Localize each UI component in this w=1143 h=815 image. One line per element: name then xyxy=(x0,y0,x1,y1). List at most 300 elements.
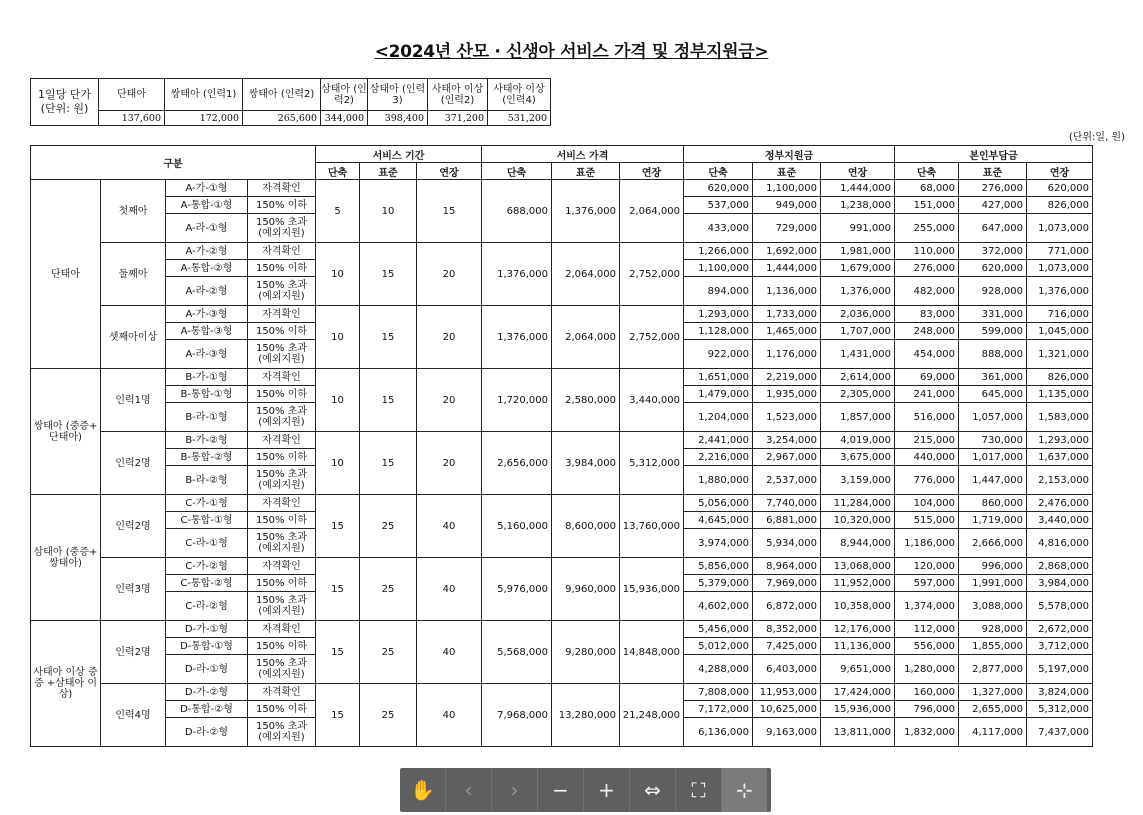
type-code: A-통합-③형 xyxy=(166,323,248,340)
condition: 150% 초과 (예외지원) xyxy=(248,403,316,432)
subcategory-name: 셋째아이상 xyxy=(101,306,166,369)
self-payment: 1,832,000 xyxy=(895,718,959,747)
gov-subsidy: 8,352,000 xyxy=(753,621,821,638)
daily-price-value: 265,600 xyxy=(243,111,321,126)
table-row xyxy=(31,180,1093,197)
category-name: 사태아 이상 중증 +삼태아 이상) xyxy=(31,621,101,747)
condition: 150% 초과 (예외지원) xyxy=(248,592,316,621)
gov-subsidy: 6,881,000 xyxy=(753,512,821,529)
self-payment: 3,088,000 xyxy=(959,592,1027,621)
self-payment: 248,000 xyxy=(895,323,959,340)
zoom-out-button[interactable] xyxy=(538,768,584,812)
condition: 150% 이하 xyxy=(248,512,316,529)
service-period: 10 xyxy=(316,369,360,432)
self-payment: 2,877,000 xyxy=(959,655,1027,684)
gov-subsidy: 433,000 xyxy=(684,214,753,243)
type-code: D-통합-①형 xyxy=(166,638,248,655)
service-price: 2,064,000 xyxy=(552,243,620,306)
service-period: 15 xyxy=(417,180,482,243)
header-group: 본인부담금 xyxy=(895,146,1093,163)
gov-subsidy: 5,056,000 xyxy=(684,495,753,512)
condition: 자격확인 xyxy=(248,369,316,386)
fullscreen-icon: ⛶ xyxy=(691,778,706,802)
table-row xyxy=(31,558,1093,575)
self-payment: 1,583,000 xyxy=(1027,403,1093,432)
gov-subsidy: 3,675,000 xyxy=(821,449,895,466)
condition: 자격확인 xyxy=(248,432,316,449)
gov-subsidy: 2,441,000 xyxy=(684,432,753,449)
header-sub: 표준 xyxy=(959,163,1027,180)
service-price: 13,280,000 xyxy=(552,684,620,747)
service-period: 15 xyxy=(316,558,360,621)
gov-subsidy: 1,692,000 xyxy=(753,243,821,260)
condition: 150% 이하 xyxy=(248,260,316,277)
gov-subsidy: 10,320,000 xyxy=(821,512,895,529)
gov-subsidy: 1,981,000 xyxy=(821,243,895,260)
gov-subsidy: 5,856,000 xyxy=(684,558,753,575)
self-payment: 1,057,000 xyxy=(959,403,1027,432)
self-payment: 597,000 xyxy=(895,575,959,592)
gov-subsidy: 2,216,000 xyxy=(684,449,753,466)
daily-price-header-row xyxy=(31,79,551,111)
header-sub: 표준 xyxy=(360,163,417,180)
service-price: 15,936,000 xyxy=(620,558,684,621)
service-price: 2,064,000 xyxy=(620,180,684,243)
service-period: 20 xyxy=(417,432,482,495)
self-payment: 826,000 xyxy=(1027,369,1093,386)
gov-subsidy: 1,707,000 xyxy=(821,323,895,340)
header-sub: 단축 xyxy=(684,163,753,180)
self-payment: 276,000 xyxy=(959,180,1027,197)
service-price: 5,160,000 xyxy=(482,495,552,558)
header-group: 서비스 기간 xyxy=(316,146,482,163)
hand-icon: ✋ xyxy=(410,778,435,802)
gov-subsidy: 1,204,000 xyxy=(684,403,753,432)
header-sub: 단축 xyxy=(482,163,552,180)
self-payment: 515,000 xyxy=(895,512,959,529)
self-payment: 160,000 xyxy=(895,684,959,701)
service-price: 7,968,000 xyxy=(482,684,552,747)
type-code: A-라-①형 xyxy=(166,214,248,243)
gov-subsidy: 2,036,000 xyxy=(821,306,895,323)
self-payment: 776,000 xyxy=(895,466,959,495)
self-payment: 1,073,000 xyxy=(1027,260,1093,277)
self-payment: 4,816,000 xyxy=(1027,529,1093,558)
type-code: A-라-③형 xyxy=(166,340,248,369)
daily-price-column-label: 쌍태아 (인력1) xyxy=(165,79,243,111)
self-payment: 2,666,000 xyxy=(959,529,1027,558)
condition: 150% 초과 (예외지원) xyxy=(248,466,316,495)
daily-price-value: 371,200 xyxy=(428,111,488,126)
self-payment: 151,000 xyxy=(895,197,959,214)
condition: 150% 초과 (예외지원) xyxy=(248,340,316,369)
fit-width-button[interactable] xyxy=(630,768,676,812)
self-payment: 888,000 xyxy=(959,340,1027,369)
type-code: A-가-①형 xyxy=(166,180,248,197)
service-period: 25 xyxy=(360,558,417,621)
service-price: 9,960,000 xyxy=(552,558,620,621)
service-period: 15 xyxy=(360,306,417,369)
self-payment: 1,637,000 xyxy=(1027,449,1093,466)
gov-subsidy: 2,614,000 xyxy=(821,369,895,386)
gov-subsidy: 10,358,000 xyxy=(821,592,895,621)
service-period: 20 xyxy=(417,369,482,432)
type-code: C-라-①형 xyxy=(166,529,248,558)
self-payment: 5,578,000 xyxy=(1027,592,1093,621)
table-row xyxy=(31,684,1093,701)
daily-price-column-label: 쌍태아 (인력2) xyxy=(243,79,321,111)
service-price: 5,568,000 xyxy=(482,621,552,684)
chevron-right-button[interactable] xyxy=(492,768,538,812)
gov-subsidy: 10,625,000 xyxy=(753,701,821,718)
self-payment: 2,476,000 xyxy=(1027,495,1093,512)
service-period: 10 xyxy=(316,306,360,369)
self-payment: 928,000 xyxy=(959,621,1027,638)
self-payment: 440,000 xyxy=(895,449,959,466)
service-price: 2,752,000 xyxy=(620,306,684,369)
service-price: 9,280,000 xyxy=(552,621,620,684)
service-price: 3,984,000 xyxy=(552,432,620,495)
service-price: 688,000 xyxy=(482,180,552,243)
service-period: 15 xyxy=(360,432,417,495)
type-code: B-라-②형 xyxy=(166,466,248,495)
condition: 자격확인 xyxy=(248,243,316,260)
category-name: 삼태아 (중증+ 쌍태아) xyxy=(31,495,101,621)
daily-price-column-label: 삼태아 (인력3) xyxy=(368,79,428,111)
type-code: D-가-①형 xyxy=(166,621,248,638)
condition: 150% 이하 xyxy=(248,197,316,214)
daily-price-value: 344,000 xyxy=(321,111,368,126)
condition: 150% 이하 xyxy=(248,701,316,718)
subcategory-name: 인력3명 xyxy=(101,558,166,621)
type-code: C-통합-②형 xyxy=(166,575,248,592)
self-payment: 1,719,000 xyxy=(959,512,1027,529)
service-price: 1,376,000 xyxy=(482,306,552,369)
type-code: C-가-①형 xyxy=(166,495,248,512)
type-code: B-통합-①형 xyxy=(166,386,248,403)
service-period: 15 xyxy=(316,684,360,747)
gov-subsidy: 7,969,000 xyxy=(753,575,821,592)
service-price: 5,976,000 xyxy=(482,558,552,621)
type-code: B-라-①형 xyxy=(166,403,248,432)
self-payment: 215,000 xyxy=(895,432,959,449)
self-payment: 620,000 xyxy=(1027,180,1093,197)
daily-price-value: 398,400 xyxy=(368,111,428,126)
type-code: A-가-②형 xyxy=(166,243,248,260)
type-code: C-통합-①형 xyxy=(166,512,248,529)
self-payment: 104,000 xyxy=(895,495,959,512)
chevron-left-button[interactable] xyxy=(446,768,492,812)
gov-subsidy: 7,808,000 xyxy=(684,684,753,701)
gov-subsidy: 7,425,000 xyxy=(753,638,821,655)
gov-subsidy: 1,465,000 xyxy=(753,323,821,340)
self-payment: 68,000 xyxy=(895,180,959,197)
type-code: C-라-②형 xyxy=(166,592,248,621)
type-code: D-가-②형 xyxy=(166,684,248,701)
gov-subsidy: 2,537,000 xyxy=(753,466,821,495)
gov-subsidy: 11,284,000 xyxy=(821,495,895,512)
zoom-out-icon: − xyxy=(552,778,569,802)
gov-subsidy: 7,172,000 xyxy=(684,701,753,718)
service-period: 40 xyxy=(417,684,482,747)
self-payment: 372,000 xyxy=(959,243,1027,260)
service-price: 8,600,000 xyxy=(552,495,620,558)
self-payment: 241,000 xyxy=(895,386,959,403)
type-code: C-가-②형 xyxy=(166,558,248,575)
subcategory-name: 인력4명 xyxy=(101,684,166,747)
self-payment: 1,186,000 xyxy=(895,529,959,558)
service-period: 40 xyxy=(417,558,482,621)
self-payment: 1,447,000 xyxy=(959,466,1027,495)
self-payment: 2,153,000 xyxy=(1027,466,1093,495)
service-period: 40 xyxy=(417,621,482,684)
condition: 자격확인 xyxy=(248,558,316,575)
daily-price-value-row xyxy=(31,111,551,126)
gov-subsidy: 1,376,000 xyxy=(821,277,895,306)
service-price: 2,580,000 xyxy=(552,369,620,432)
header-sub: 표준 xyxy=(552,163,620,180)
self-payment: 516,000 xyxy=(895,403,959,432)
service-period: 40 xyxy=(417,495,482,558)
gov-subsidy: 1,431,000 xyxy=(821,340,895,369)
condition: 150% 초과 (예외지원) xyxy=(248,529,316,558)
condition: 150% 이하 xyxy=(248,386,316,403)
self-payment: 771,000 xyxy=(1027,243,1093,260)
daily-price-value: 531,200 xyxy=(488,111,551,126)
header-sub: 단축 xyxy=(895,163,959,180)
service-price: 2,064,000 xyxy=(552,306,620,369)
self-payment: 120,000 xyxy=(895,558,959,575)
gov-subsidy: 8,964,000 xyxy=(753,558,821,575)
gov-subsidy: 1,880,000 xyxy=(684,466,753,495)
gov-subsidy: 3,974,000 xyxy=(684,529,753,558)
fit-width-icon: ⇔ xyxy=(644,778,661,802)
type-code: D-라-①형 xyxy=(166,655,248,684)
type-code: A-라-②형 xyxy=(166,277,248,306)
self-payment: 647,000 xyxy=(959,214,1027,243)
self-payment: 1,327,000 xyxy=(959,684,1027,701)
service-period: 15 xyxy=(316,621,360,684)
gov-subsidy: 9,163,000 xyxy=(753,718,821,747)
self-payment: 7,437,000 xyxy=(1027,718,1093,747)
zoom-in-button[interactable] xyxy=(584,768,630,812)
type-code: B-가-②형 xyxy=(166,432,248,449)
self-payment: 1,280,000 xyxy=(895,655,959,684)
gov-subsidy: 4,019,000 xyxy=(821,432,895,449)
gov-subsidy: 5,012,000 xyxy=(684,638,753,655)
self-payment: 5,197,000 xyxy=(1027,655,1093,684)
service-price: 3,440,000 xyxy=(620,369,684,432)
gov-subsidy: 894,000 xyxy=(684,277,753,306)
table-row xyxy=(31,621,1093,638)
category-name: 단태아 xyxy=(31,180,101,369)
self-payment: 482,000 xyxy=(895,277,959,306)
gov-subsidy: 11,953,000 xyxy=(753,684,821,701)
self-payment: 3,440,000 xyxy=(1027,512,1093,529)
self-payment: 427,000 xyxy=(959,197,1027,214)
header-sub: 단축 xyxy=(316,163,360,180)
gov-subsidy: 991,000 xyxy=(821,214,895,243)
chevron-left-icon: ‹ xyxy=(464,778,473,802)
header-sub: 표준 xyxy=(753,163,821,180)
service-period: 20 xyxy=(417,306,482,369)
gov-subsidy: 17,424,000 xyxy=(821,684,895,701)
service-price: 1,376,000 xyxy=(482,243,552,306)
gov-subsidy: 4,602,000 xyxy=(684,592,753,621)
service-period: 15 xyxy=(316,495,360,558)
service-price: 13,760,000 xyxy=(620,495,684,558)
gov-subsidy: 1,136,000 xyxy=(753,277,821,306)
self-payment: 3,984,000 xyxy=(1027,575,1093,592)
type-code: A-통합-①형 xyxy=(166,197,248,214)
gov-subsidy: 1,857,000 xyxy=(821,403,895,432)
table-row xyxy=(31,243,1093,260)
service-period: 15 xyxy=(360,243,417,306)
gov-subsidy: 11,136,000 xyxy=(821,638,895,655)
self-payment: 1,135,000 xyxy=(1027,386,1093,403)
condition: 자격확인 xyxy=(248,621,316,638)
subcategory-name: 둘째아 xyxy=(101,243,166,306)
self-payment: 83,000 xyxy=(895,306,959,323)
self-payment: 796,000 xyxy=(895,701,959,718)
service-period: 25 xyxy=(360,495,417,558)
gov-subsidy: 1,128,000 xyxy=(684,323,753,340)
gov-subsidy: 8,944,000 xyxy=(821,529,895,558)
subcategory-name: 첫째아 xyxy=(101,180,166,243)
gov-subsidy: 7,740,000 xyxy=(753,495,821,512)
table-row xyxy=(31,306,1093,323)
document-title: <2024년 산모 · 신생아 서비스 가격 및 정부지원금> xyxy=(374,42,769,62)
gov-subsidy: 1,176,000 xyxy=(753,340,821,369)
service-price: 21,248,000 xyxy=(620,684,684,747)
self-payment: 110,000 xyxy=(895,243,959,260)
gov-subsidy: 1,444,000 xyxy=(821,180,895,197)
condition: 자격확인 xyxy=(248,684,316,701)
category-name: 쌍태아 (중증+ 단태아) xyxy=(31,369,101,495)
self-payment: 2,672,000 xyxy=(1027,621,1093,638)
condition: 150% 이하 xyxy=(248,449,316,466)
daily-price-column-label: 삼태아 (인력2) xyxy=(321,79,368,111)
daily-price-table xyxy=(30,78,551,126)
self-payment: 730,000 xyxy=(959,432,1027,449)
fullscreen-button[interactable] xyxy=(676,768,722,812)
self-payment: 3,824,000 xyxy=(1027,684,1093,701)
gov-subsidy: 2,219,000 xyxy=(753,369,821,386)
daily-price-row-label: 1일당 단가 (단위: 원) xyxy=(31,79,99,126)
viewer-toolbar xyxy=(400,768,771,812)
gov-subsidy: 1,100,000 xyxy=(753,180,821,197)
gov-subsidy: 949,000 xyxy=(753,197,821,214)
self-payment: 331,000 xyxy=(959,306,1027,323)
subcategory-name: 인력1명 xyxy=(101,369,166,432)
condition: 150% 초과 (예외지원) xyxy=(248,655,316,684)
type-code: B-통합-②형 xyxy=(166,449,248,466)
condition: 150% 이하 xyxy=(248,575,316,592)
table-row xyxy=(31,495,1093,512)
self-payment: 2,655,000 xyxy=(959,701,1027,718)
gov-subsidy: 1,935,000 xyxy=(753,386,821,403)
header-sub: 연장 xyxy=(620,163,684,180)
gov-subsidy: 922,000 xyxy=(684,340,753,369)
service-price: 5,312,000 xyxy=(620,432,684,495)
self-payment: 255,000 xyxy=(895,214,959,243)
service-price: 1,720,000 xyxy=(482,369,552,432)
chevron-right-icon: › xyxy=(510,778,519,802)
type-code: B-가-①형 xyxy=(166,369,248,386)
service-period: 20 xyxy=(417,243,482,306)
service-period: 5 xyxy=(316,180,360,243)
gov-subsidy: 3,254,000 xyxy=(753,432,821,449)
type-code: D-라-②형 xyxy=(166,718,248,747)
service-price: 1,376,000 xyxy=(552,180,620,243)
gov-subsidy: 1,679,000 xyxy=(821,260,895,277)
header-group: 정부지원금 xyxy=(684,146,895,163)
table-row xyxy=(31,432,1093,449)
header-sub: 연장 xyxy=(1027,163,1093,180)
gov-subsidy: 5,934,000 xyxy=(753,529,821,558)
self-payment: 1,017,000 xyxy=(959,449,1027,466)
gov-subsidy: 6,403,000 xyxy=(753,655,821,684)
gov-subsidy: 2,967,000 xyxy=(753,449,821,466)
self-payment: 3,712,000 xyxy=(1027,638,1093,655)
service-price: 2,656,000 xyxy=(482,432,552,495)
gov-subsidy: 1,733,000 xyxy=(753,306,821,323)
exit-fullscreen-button[interactable] xyxy=(722,768,767,812)
service-period: 15 xyxy=(360,369,417,432)
hand-button[interactable] xyxy=(400,768,446,812)
subcategory-name: 인력2명 xyxy=(101,621,166,684)
exit-fullscreen-icon: ⊹ xyxy=(736,778,753,802)
gov-subsidy: 5,456,000 xyxy=(684,621,753,638)
self-payment: 276,000 xyxy=(895,260,959,277)
header-group: 서비스 가격 xyxy=(482,146,684,163)
header-category: 구분 xyxy=(31,146,316,180)
self-payment: 1,073,000 xyxy=(1027,214,1093,243)
self-payment: 556,000 xyxy=(895,638,959,655)
type-code: A-가-③형 xyxy=(166,306,248,323)
self-payment: 599,000 xyxy=(959,323,1027,340)
self-payment: 1,991,000 xyxy=(959,575,1027,592)
service-period: 10 xyxy=(316,432,360,495)
gov-subsidy: 4,645,000 xyxy=(684,512,753,529)
header-row-groups xyxy=(31,146,1093,163)
self-payment: 1,045,000 xyxy=(1027,323,1093,340)
daily-price-value: 172,000 xyxy=(165,111,243,126)
gov-subsidy: 15,936,000 xyxy=(821,701,895,718)
daily-price-column-label: 사태아 이상 (인력2) xyxy=(428,79,488,111)
service-price: 2,752,000 xyxy=(620,243,684,306)
service-period: 25 xyxy=(360,684,417,747)
condition: 자격확인 xyxy=(248,180,316,197)
gov-subsidy: 13,811,000 xyxy=(821,718,895,747)
gov-subsidy: 1,266,000 xyxy=(684,243,753,260)
self-payment: 716,000 xyxy=(1027,306,1093,323)
condition: 자격확인 xyxy=(248,495,316,512)
subcategory-name: 인력2명 xyxy=(101,495,166,558)
gov-subsidy: 2,305,000 xyxy=(821,386,895,403)
gov-subsidy: 1,293,000 xyxy=(684,306,753,323)
self-payment: 5,312,000 xyxy=(1027,701,1093,718)
gov-subsidy: 729,000 xyxy=(753,214,821,243)
gov-subsidy: 620,000 xyxy=(684,180,753,197)
gov-subsidy: 1,651,000 xyxy=(684,369,753,386)
gov-subsidy: 1,479,000 xyxy=(684,386,753,403)
gov-subsidy: 5,379,000 xyxy=(684,575,753,592)
zoom-in-icon: + xyxy=(598,778,615,802)
gov-subsidy: 537,000 xyxy=(684,197,753,214)
condition: 자격확인 xyxy=(248,306,316,323)
gov-subsidy: 11,952,000 xyxy=(821,575,895,592)
